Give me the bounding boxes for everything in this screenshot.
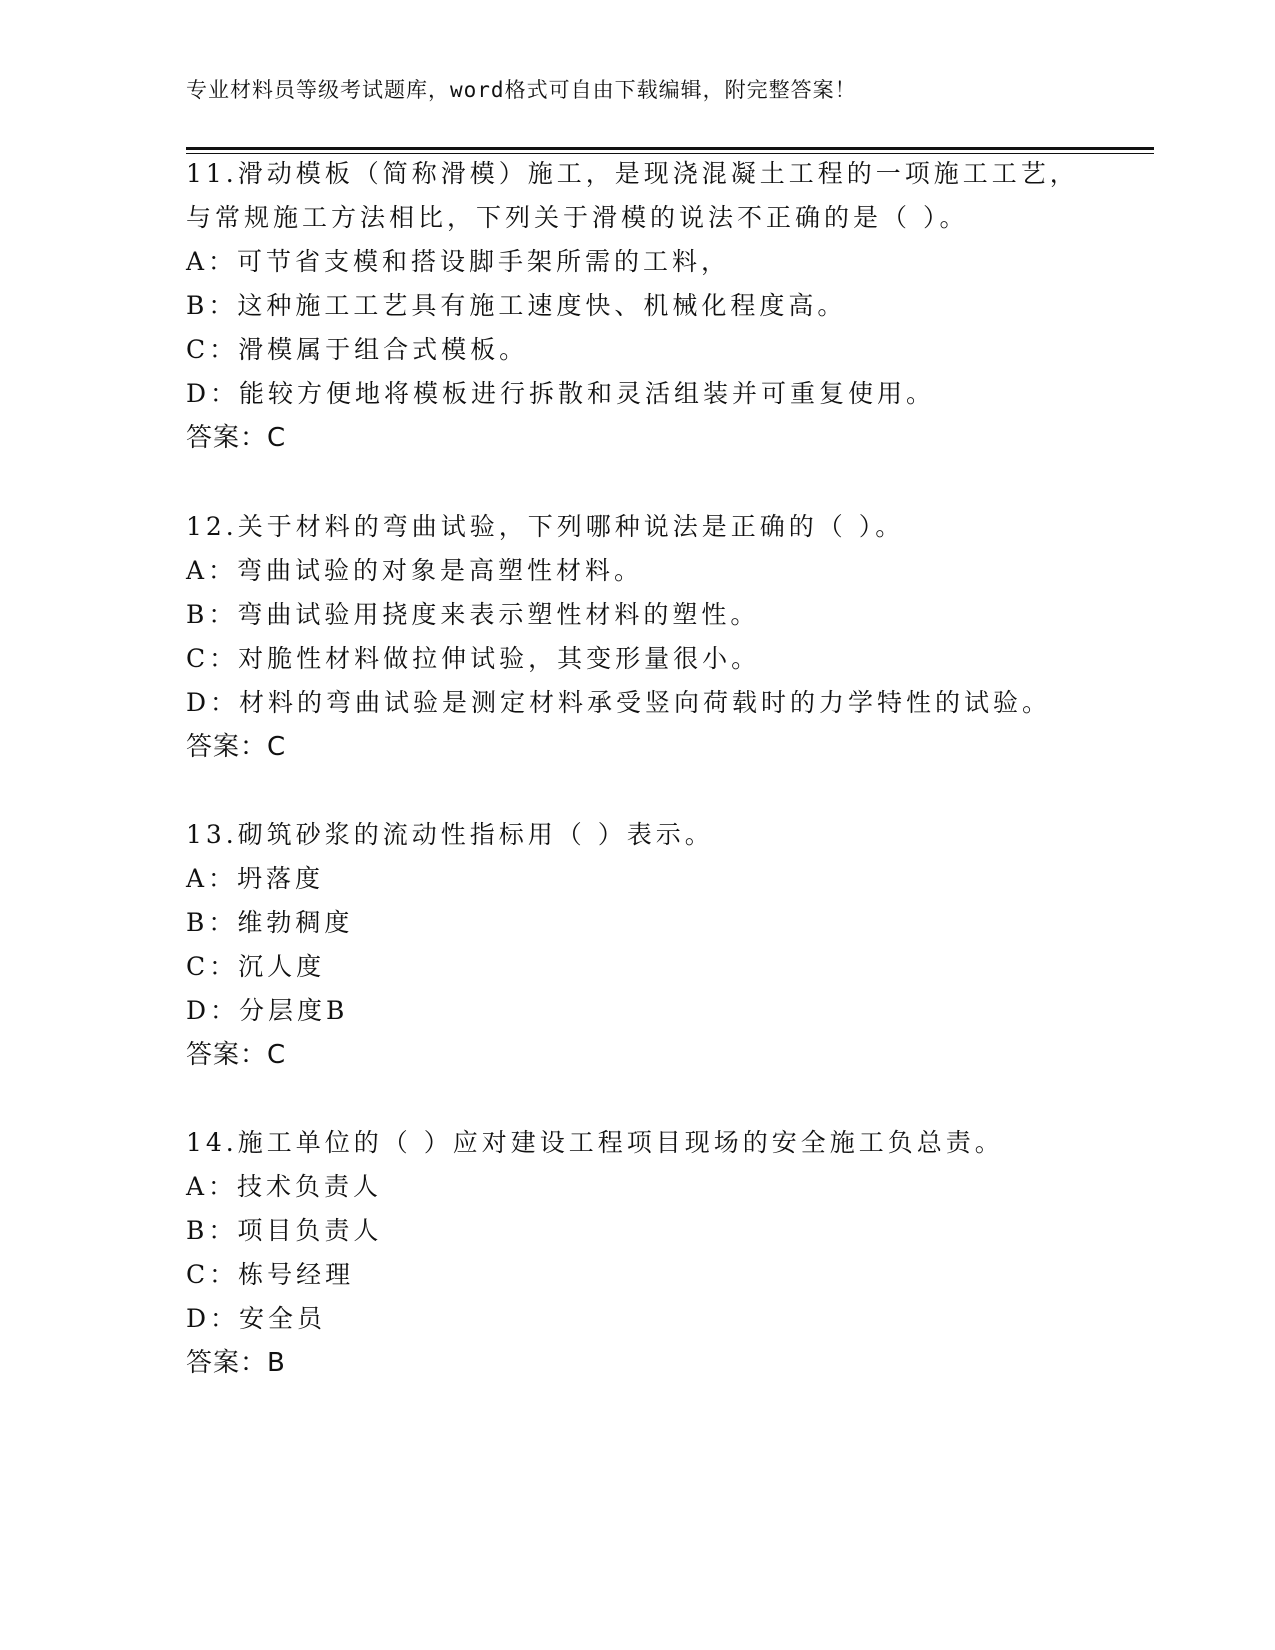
- question-13-answer: 答案：C: [186, 1040, 287, 1070]
- question-13-stem-line1: 13.砌筑砂浆的流动性指标用（ ）表示。: [186, 820, 714, 849]
- question-11-option-d: D：能较方便地将模板进行拆散和灵活组装并可重复使用。: [186, 379, 936, 408]
- question-12-stem-line1: 12.关于材料的弯曲试验，下列哪种说法是正确的（ ）。: [186, 512, 905, 541]
- page-header: 专业材料员等级考试题库，word格式可自由下载编辑，附完整答案！: [186, 78, 857, 102]
- question-14-option-a: A：技术负责人: [186, 1172, 383, 1201]
- question-14-stem-line1: 14.施工单位的（ ）应对建设工程项目现场的安全施工负总责。: [186, 1128, 1004, 1157]
- question-11-option-c: C：滑模属于组合式模板。: [186, 335, 529, 364]
- question-14-option-d: D：安全员: [186, 1304, 327, 1333]
- question-12-option-a: A：弯曲试验的对象是高塑性材料。: [186, 556, 644, 585]
- question-12-option-c: C：对脆性材料做拉伸试验，其变形量很小。: [186, 644, 761, 673]
- header-rule-thick: [186, 147, 1154, 150]
- question-13-option-d: D：分层度B: [186, 996, 349, 1025]
- question-11-option-b: B：这种施工工艺具有施工速度快、机械化程度高。: [186, 291, 847, 320]
- question-14-answer: 答案：B: [186, 1348, 286, 1378]
- question-11-stem-line1: 11.滑动模板（简称滑模）施工，是现浇混凝土工程的一项施工工艺，: [186, 159, 1079, 188]
- question-11-stem-line2: 与常规施工方法相比，下列关于滑模的说法不正确的是（ ）。: [186, 203, 969, 232]
- question-11-option-a: A：可节省支模和搭设脚手架所需的工料，: [186, 247, 731, 276]
- question-14-option-b: B：项目负责人: [186, 1216, 383, 1245]
- question-13-option-a: A：坍落度: [186, 864, 325, 893]
- question-14-option-c: C：栋号经理: [186, 1260, 355, 1289]
- question-12-answer: 答案：C: [186, 732, 287, 762]
- question-12-option-d: D：材料的弯曲试验是测定材料承受竖向荷载时的力学特性的试验。: [186, 688, 1052, 717]
- header-rule-thin: [186, 153, 1154, 154]
- question-12-option-b: B：弯曲试验用挠度来表示塑性材料的塑性。: [186, 600, 760, 629]
- question-11-answer: 答案：C: [186, 423, 287, 453]
- question-13-option-c: C：沉人度: [186, 952, 326, 981]
- question-13-option-b: B：维勃稠度: [186, 908, 354, 937]
